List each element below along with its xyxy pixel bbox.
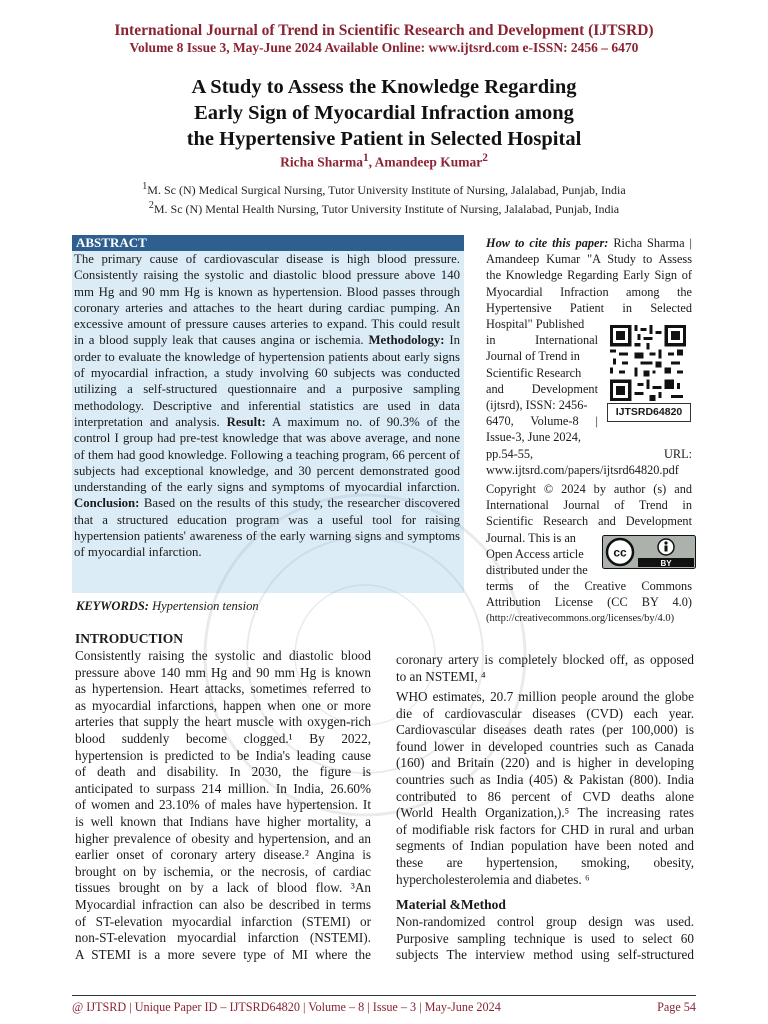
body-line: as myocardial infarctions, happen when one or more (75, 697, 371, 713)
title-line-2: Early Sign of Myocardial Infraction among (194, 102, 574, 124)
citation-line: in International (486, 333, 598, 348)
footer-rule (72, 995, 696, 996)
keywords-label: KEYWORDS: (76, 599, 149, 613)
author-1-sup: 1 (363, 152, 369, 164)
citation-line: Hospital" Published (486, 317, 585, 332)
copyright-line: Copyright © 2024 by author (s) and (486, 482, 692, 496)
body-line: non-ST-elevation myocardial infarction (NSTEMI). (75, 930, 371, 946)
copyright-line: International Journal of Trend in (486, 498, 692, 513)
affiliation-1-sup: 1 (142, 181, 148, 192)
citation-line: Scientific Research (486, 365, 582, 380)
copyright-line: Scientific Research and Development (486, 514, 692, 529)
body-line: is well known that Indians have higher mortality, a (75, 813, 371, 829)
title-line-3: the Hypertensive Patient in Selected Hospital (186, 128, 582, 150)
author-2: Amandeep Kumar (374, 154, 483, 170)
body-line: Myocardial infraction can also be described in terms (75, 896, 371, 912)
body-line: hypercholesterolemia and diabetes. ⁶ (396, 871, 590, 887)
body-line: of ST-elevation myocardial infarction (STEMI) or (75, 913, 371, 929)
footer (72, 1000, 696, 1015)
citation-line: Myocardial Infraction among the (486, 284, 692, 299)
conclusion-text: Based on the results of this study, the researcher discovered that a structured education program was a useful tool for raising hypertension patients' awareness of the early warning signs and symptoms of myocardial infarction. (74, 496, 460, 560)
body-line: countries such as India (405) & Pakistan (800). India (396, 771, 694, 787)
body-line: anticipated to surpass 214 million. In India, 26.60% (75, 780, 371, 796)
citation-line: 6470, Volume-8 | (486, 414, 598, 429)
citation-line: pp.54-55, URL: (486, 446, 692, 461)
body-line: of women and 23.10% of males have hypertension. It (75, 797, 371, 813)
body-line: of death and disability. In 2030, the figure is (75, 764, 371, 780)
body-line: WHO estimates, 20.7 million people around the globe (396, 689, 694, 704)
body-line: contributed to 86 percent of CVD deaths alone (396, 788, 694, 804)
svg-text:cc: cc (613, 545, 627, 560)
conclusion-label: Conclusion: (74, 496, 140, 511)
body-line: Purposive sampling technique is used to select 60 (396, 930, 694, 946)
body-line: coronary artery is completely blocked off, as opposed (396, 652, 694, 667)
introduction-heading: INTRODUCTION (75, 631, 184, 646)
affiliation-2-text: M. Sc (N) Mental Health Nursing, Tutor University Institute of Nursing, Jalalabad, Punjab, India (153, 202, 620, 216)
method-heading: Material &Method (396, 897, 506, 912)
body-line: found lower in developed countries such as Canada (396, 738, 694, 754)
body-line: these are hypertension, smoking, obesity, (396, 854, 694, 870)
citation-url[interactable]: www.ijtsrd.com/papers/ijtsrd64820.pdf (486, 462, 679, 477)
copyright-line: distributed under the (486, 563, 588, 578)
body-line: A STEMI is a more severe type of MI where the (75, 946, 371, 962)
qr-code-icon (610, 325, 686, 401)
body-line: to an NSTEMI, ⁴ (396, 668, 486, 684)
page-number: Page 54 (657, 1000, 696, 1014)
citation-line: Hypertensive Patient in Selected (486, 300, 692, 315)
affiliation-1-text: M. Sc (N) Medical Surgical Nursing, Tutor University Institute of Nursing, Jalalabad, Punjab, India (147, 183, 626, 197)
author-separator: , (368, 154, 375, 170)
title-line-1: A Study to Assess the Knowledge Regarding (191, 76, 577, 98)
abstract-heading: ABSTRACT (76, 235, 147, 250)
who-paragraph (396, 689, 694, 888)
authors (0, 152, 768, 171)
method-paragraph (396, 914, 694, 964)
result-text: A maximum no. of 90.3% of the control I group had pre-test knowledge that was above average, and none of them had good knowledge. Following a teaching program, 66 percent of subjects had exceptional knowledge, and 30 percent demonstrated good understanding of the early signs and symptoms of myocardial infarction. (74, 414, 460, 495)
body-line: hypertension is predicted to be India's leading cause (75, 747, 371, 763)
cc-by-license-icon (602, 535, 696, 569)
paper-title (60, 74, 708, 152)
paper-id-badge: IJTSRD64820 (607, 403, 691, 422)
citation-line: Issue-3, June 2024, (486, 430, 581, 445)
body-line: die of cardiovascular diseases (CVD) each year. (396, 705, 694, 721)
body-line: higher prevalence of obesity and hypertension, and an (75, 830, 371, 846)
body-line: subjects The interview method using self-structured (396, 947, 694, 963)
result-label: Result: (226, 414, 266, 429)
body-line: segments of Indian population have been noted and (396, 838, 694, 854)
body-line: Cardiovascular diseases death rates (per 100,000) is (396, 722, 694, 738)
abstract-paragraph: The primary cause of cardiovascular disease is high blood pressure. Consistently raising the systolic and diastolic blood pressure above 140 mm Hg and 90 mm Hg is known as hypertension. Blood passes through coronary arteries and attaches to the heart during cardiac pumping. An excessive amount of pressure causes arteries to expand. This could result in a blood supply leak that causes angina or ischemia. (74, 252, 460, 348)
affiliation-1 (0, 181, 768, 198)
citation-line: Amandeep Kumar "A Study to Assess (486, 252, 692, 267)
body-line: of modifiable risk factors for CHD in rural and urban (396, 821, 694, 837)
journal-title: International Journal of Trend in Scientific Research and Development (IJTSRD) (114, 22, 654, 39)
copyright-line: terms of the Creative Commons (486, 579, 692, 594)
methodology-text: In order to evaluate the knowledge of hypertension patients about early signs of myocardial infraction, a study involving 60 subjects was conducted utilizing a self-structured questionnaire and a purposive sampling methodology. Descriptive and inferential statistics are used in data interpretation and analysis. (74, 333, 461, 429)
body-line: (World Health Organization,).⁵ The increasing rates (396, 805, 694, 821)
copyright-line: Attribution License (CC BY 4.0) (486, 595, 692, 610)
body-line: as hypertension. Heart attacks, sometimes referred to (75, 681, 371, 697)
abstract-header (72, 235, 464, 251)
body-line: brought on by ischemia, or the necrosis, of cardiac (75, 863, 371, 879)
citation-line: the Knowledge Regarding Early Sign of (486, 268, 692, 283)
citation-label: How to cite this paper: (486, 236, 609, 250)
body-line: arteries that supply the heart muscle with oxygen-rich (75, 714, 371, 730)
cc-by-label: BY (660, 559, 672, 568)
affiliation-2-sup: 2 (148, 200, 154, 211)
citation-line: (ijtsrd), ISSN: 2456- (486, 398, 588, 413)
citation-line: Journal of Trend in (486, 349, 580, 364)
license-url[interactable]: (http://creativecommons.org/licenses/by/4.0) (486, 612, 675, 624)
citation-line: and Development (486, 381, 598, 396)
methodology-label: Methodology: (368, 333, 445, 348)
body-line: pressure above 140 mm Hg and 90 mm Hg is known (75, 664, 371, 680)
author-1: Richa Sharma (280, 154, 363, 170)
body-line: (160) and Britain (220) and is higher in developing (396, 755, 694, 771)
footer-text: @ IJTSRD | Unique Paper ID – IJTSRD64820 | Volume – 8 | Issue – 3 | May-June 2024 (72, 1000, 501, 1014)
copyright-line: Journal. This is an (486, 530, 576, 545)
body-line: tissues brought on by a lack of blood flow. ³An (75, 880, 371, 896)
introduction-body (75, 648, 371, 963)
body-line: blood suddenly become clogged.¹ By 2022, (75, 730, 371, 746)
volume-line: Volume 8 Issue 3, May-June 2024 Available Online: www.ijtsrd.com e-ISSN: 2456 – 6470 (129, 40, 639, 55)
body-line: earlier onset of coronary artery disease.² Angina is (75, 847, 371, 863)
citation-line: How to cite this paper: Richa Sharma | (486, 236, 692, 250)
body-line: Consistently raising the systolic and diastolic blood (75, 648, 371, 663)
column-2-continuation (396, 652, 694, 685)
copyright-line: Open Access article (486, 546, 584, 561)
affiliation-2 (0, 200, 768, 217)
keywords-text: Hypertension tension (152, 599, 259, 613)
author-2-sup: 2 (482, 152, 488, 164)
body-line: Non-randomized control group design was used. (396, 914, 694, 929)
